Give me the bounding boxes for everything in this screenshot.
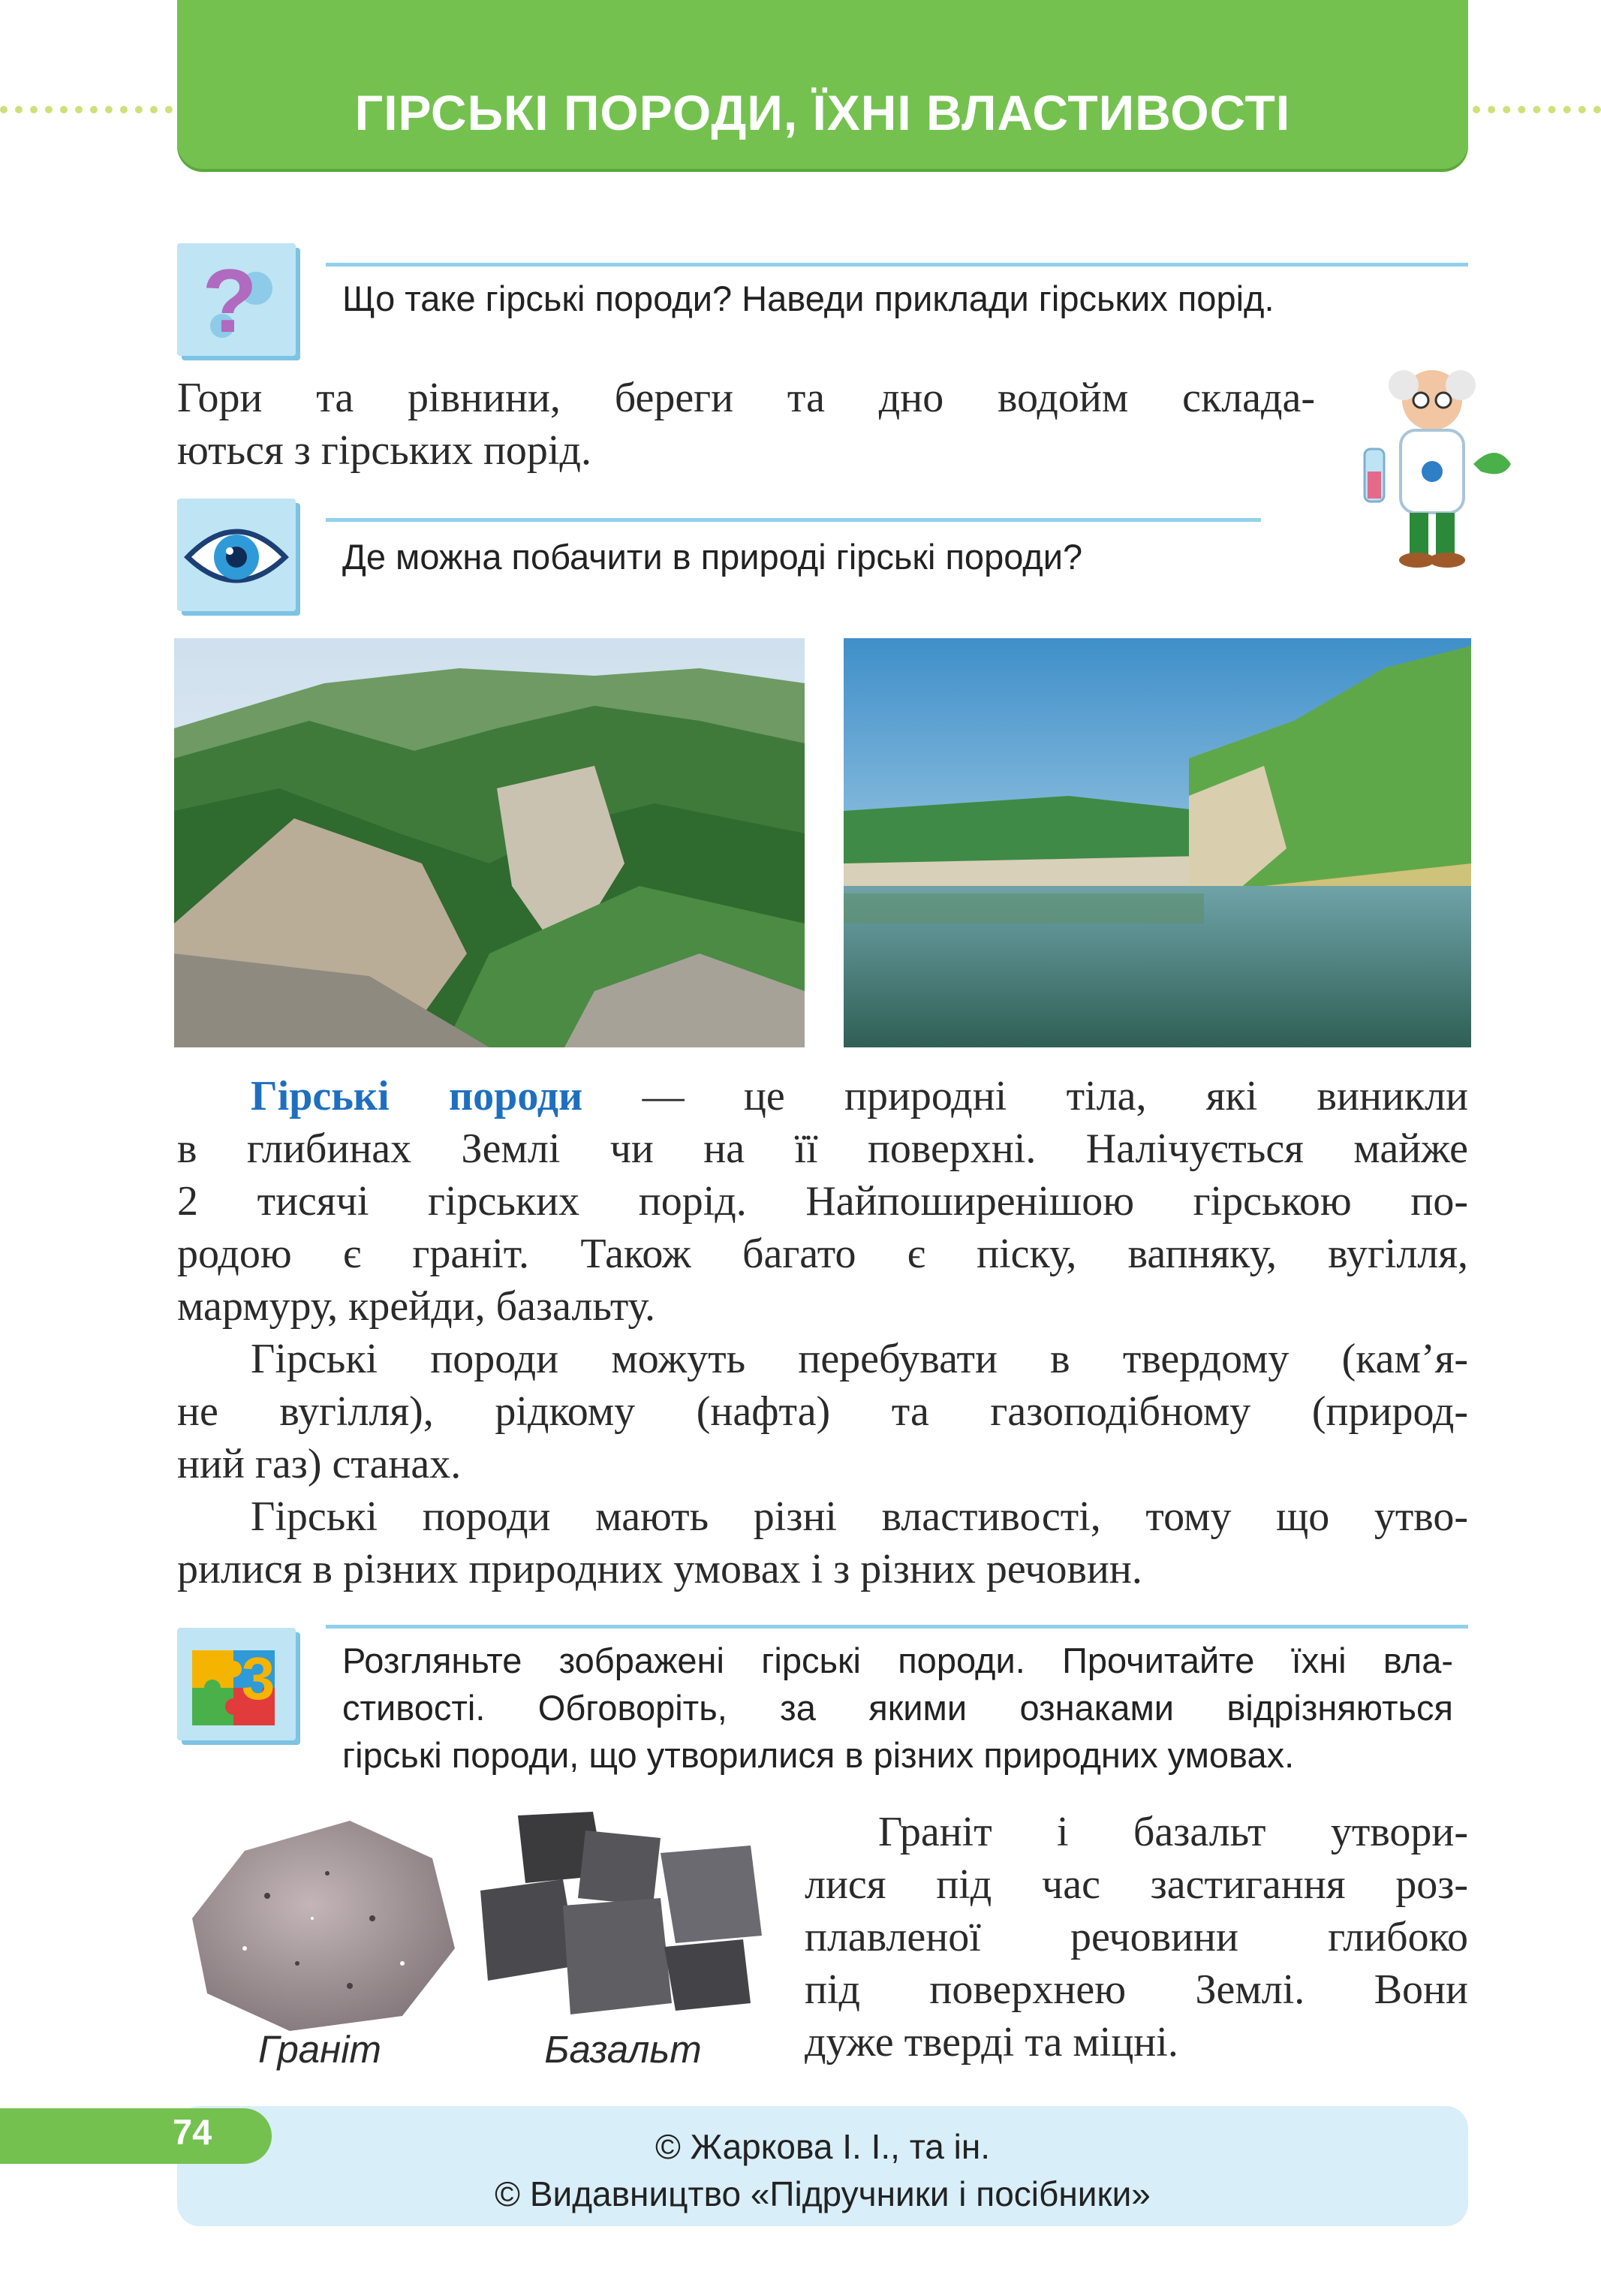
term-rocks: Гірські породи	[251, 1073, 583, 1119]
puzzle-icon	[177, 1628, 296, 1740]
rock-text-line-1: Граніт і базальт утвори-	[878, 1809, 1468, 1855]
rock-text-line-5: дуже тверді та міцні.	[805, 2019, 1178, 2065]
task-line-3: гірські породи, що утворилися в різних природних умовах.	[342, 1735, 1295, 1775]
basalt-caption: Базальт	[544, 2028, 702, 2071]
states-line-1: Гірські породи можуть перебувати в твердому (кам’я-	[251, 1336, 1468, 1382]
rock-text-line-2: лися під час застигання роз-	[805, 1861, 1468, 1908]
properties-line-1: Гірські породи мають різні властивості, тому що утво-	[251, 1493, 1468, 1540]
canyon-photo	[174, 638, 805, 1047]
question-rule	[326, 263, 1468, 267]
granite-image	[177, 1806, 462, 2038]
task-rule	[326, 1625, 1468, 1629]
copyright-publisher: © Видавництво «Підручники і посібники»	[495, 2174, 1151, 2213]
intro-line-2: ються з гірських порід.	[177, 427, 591, 474]
term-definition: — це природні тіла, які виникли	[582, 1073, 1469, 1119]
scientist-illustration	[1342, 359, 1522, 577]
svg-text:?: ?	[202, 251, 257, 351]
intro-line-1: Гори та рівнини, береги та дно водойм склада-	[177, 375, 1315, 421]
granite-caption: Граніт	[257, 2028, 382, 2071]
page-number: 74	[173, 2112, 212, 2152]
page-title: ГІРСЬКІ ПОРОДИ, ЇХНІ ВЛАСТИВОСТІ	[354, 85, 1291, 140]
main-paragraph-line-3: 2 тисячі гірських порід. Найпоширенішою гірською по-	[177, 1178, 1468, 1225]
rock-text-line-4: під поверхнею Землі. Вони	[805, 1966, 1468, 2013]
rock-text-line-3: плавленої речовини глибоко	[805, 1914, 1468, 1960]
properties-line-2: рилися в різних природних умовах і з різних речовин.	[177, 1546, 1142, 1592]
task-line-1: Розгляньте зображені гірські породи. Прочитайте їхні вла-	[342, 1641, 1453, 1680]
main-paragraph-line-1	[177, 1070, 1468, 1122]
question-text: Що таке гірські породи? Наведи приклади гірських порід.	[342, 279, 1274, 318]
observe-rule	[326, 518, 1261, 522]
question-icon	[177, 243, 296, 356]
main-paragraph-line-4: родою є граніт. Також багато є піску, вапняку, вугілля,	[177, 1231, 1468, 1277]
river-cliffs-photo	[844, 638, 1471, 1047]
svg-text:3: 3	[241, 1645, 275, 1712]
eye-icon	[177, 499, 296, 611]
states-line-3: ний газ) станах.	[177, 1441, 462, 1487]
copyright-authors: © Жаркова І. І., та ін.	[655, 2127, 991, 2166]
header-dots-left	[0, 106, 173, 113]
main-paragraph-line-5: мармуру, крейди, базальту.	[177, 1283, 655, 1330]
task-line-2: стивості. Обговоріть, за якими ознаками відрізняються	[342, 1688, 1453, 1728]
header-dots-right	[1473, 106, 1601, 113]
basalt-image	[473, 1808, 766, 2026]
main-paragraph-line-2: в глибинах Землі чи на її поверхні. Налічується майже	[177, 1125, 1468, 1172]
states-line-2: не вугілля), рідкому (нафта) та газоподібному (природ-	[177, 1388, 1468, 1435]
observe-text: Де можна побачити в природі гірські породи?	[342, 537, 1083, 577]
